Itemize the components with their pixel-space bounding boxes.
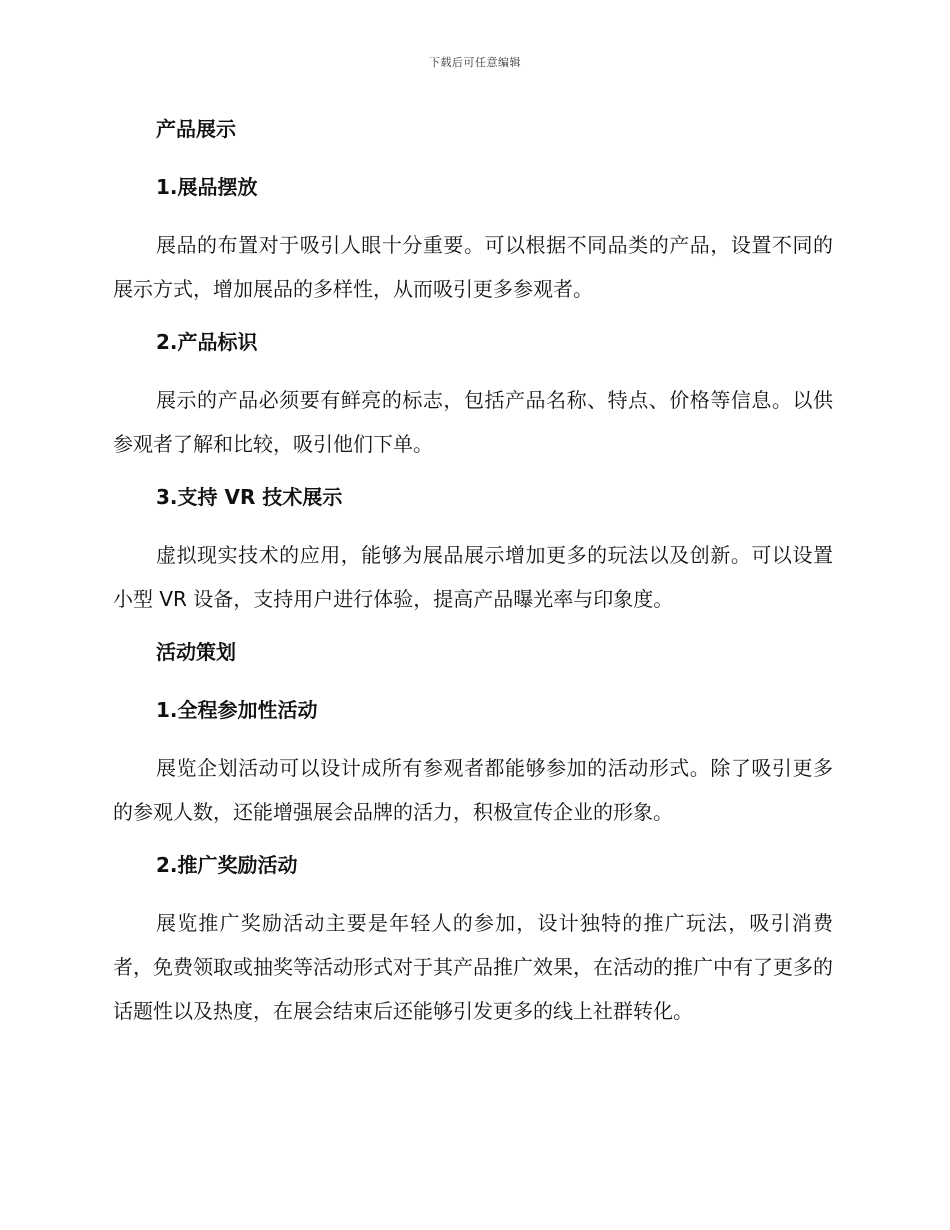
document-body	[113, 112, 833, 1047]
section-heading-event-planning: 活动策划	[156, 640, 236, 664]
subheading-participation-activity: 1.全程参加性活动	[156, 698, 318, 722]
paragraph-participation-activity: 展览企划活动可以设计成所有参观者都能够参加的活动形式。除了吸引更多的参观人数，还能增强展会品牌的活力，积极宣传企业的形象。	[113, 756, 833, 824]
paragraph-product-labeling: 展示的产品必须要有鲜亮的标志，包括产品名称、特点、价格等信息。以供参观者了解和比较，吸引他们下单。	[113, 388, 833, 456]
page-header: 下载后可任意编辑	[429, 56, 521, 69]
paragraph-vr-display: 虚拟现实技术的应用，能够为展品展示增加更多的玩法以及创新。可以设置小型 VR 设备，支持用户进行体验，提高产品曝光率与印象度。	[113, 543, 833, 611]
paragraph-promotion-rewards: 展览推广奖励活动主要是年轻人的参加，设计独特的推广玩法，吸引消费者，免费领取或抽奖等活动形式对于其产品推广效果，在活动的推广中有了更多的话题性以及热度，在展会结束后还能够引发更多的线上社群转化。	[113, 911, 833, 1023]
subheading-promotion-rewards: 2.推广奖励活动	[156, 853, 298, 877]
subheading-product-labeling: 2.产品标识	[156, 330, 258, 354]
paragraph-exhibit-placement: 展品的布置对于吸引人眼十分重要。可以根据不同品类的产品，设置不同的展示方式，增加展品的多样性，从而吸引更多参观者。	[113, 233, 833, 301]
subheading-exhibit-placement: 1.展品摆放	[156, 175, 258, 199]
subheading-vr-display: 3.支持 VR 技术展示	[156, 485, 343, 509]
section-heading-product-display: 产品展示	[156, 117, 236, 141]
